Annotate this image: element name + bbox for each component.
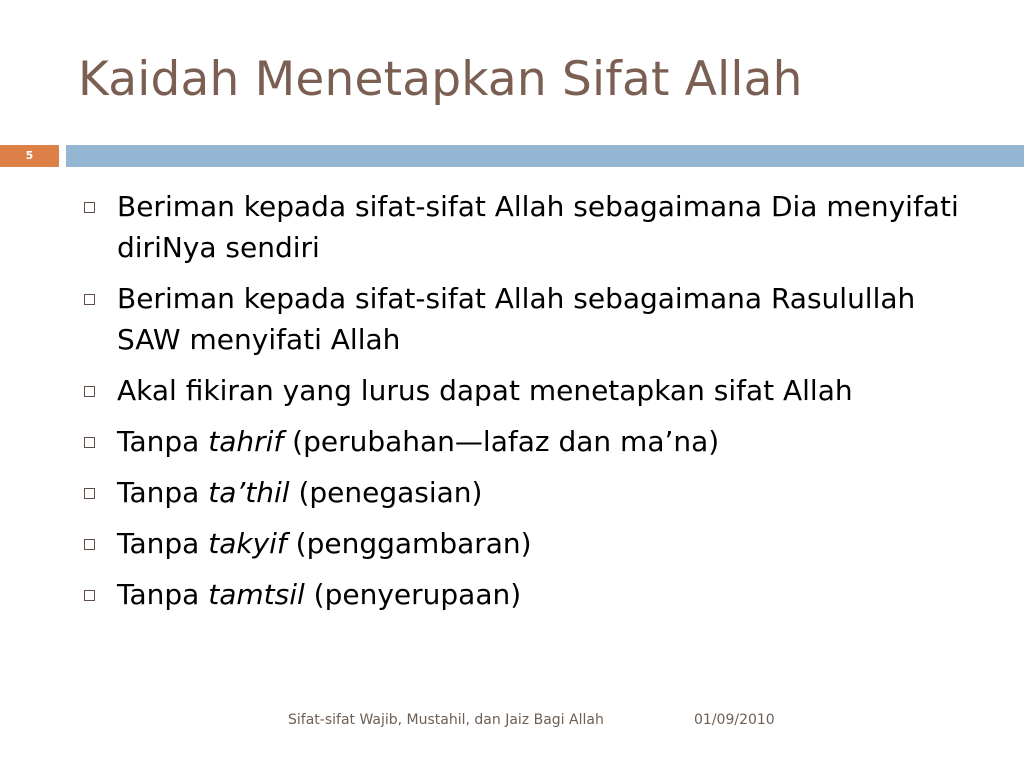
bullet-item — [80, 278, 970, 360]
footer-title: Sifat-sifat Wajib, Mustahil, dan Jaiz Bagi Allah — [288, 712, 604, 728]
bullet-italic-term: tamtsil — [208, 578, 305, 611]
bullet-item — [80, 523, 970, 564]
bullet-prefix: Tanpa — [117, 578, 209, 611]
square-bullet-icon — [84, 294, 95, 305]
bullet-item — [80, 574, 970, 615]
bullet-text: Beriman kepada sifat-sifat Allah sebagaimana Rasulullah SAW menyifati Allah — [117, 282, 916, 356]
slide-number: 5 — [25, 149, 34, 162]
bullet-text: Akal fikiran yang lurus dapat menetapkan sifat Allah — [117, 374, 853, 407]
bullet-item — [80, 370, 970, 411]
slide-number-badge — [0, 145, 59, 167]
square-bullet-icon — [84, 590, 95, 601]
bullet-suffix: (perubahan—lafaz dan ma’na) — [283, 425, 720, 458]
square-bullet-icon — [84, 386, 95, 397]
bullet-italic-term: tahrif — [208, 425, 284, 458]
footer-date: 01/09/2010 — [694, 712, 775, 728]
bullet-item — [80, 186, 970, 268]
square-bullet-icon — [84, 202, 95, 213]
slide-title: Kaidah Menetapkan Sifat Allah — [78, 52, 803, 107]
bullet-italic-term: ta’thil — [208, 476, 290, 509]
bullet-item — [80, 472, 970, 513]
bullet-italic-term: takyif — [208, 527, 287, 560]
square-bullet-icon — [84, 539, 95, 550]
bullet-suffix: (penggambaran) — [286, 527, 532, 560]
header-accent-bar — [66, 145, 1024, 167]
bullet-text: Beriman kepada sifat-sifat Allah sebagaimana Dia menyifati diriNya sendiri — [117, 190, 959, 264]
square-bullet-icon — [84, 437, 95, 448]
bullet-suffix: (penegasian) — [289, 476, 483, 509]
bullet-suffix: (penyerupaan) — [304, 578, 522, 611]
bullet-item — [80, 421, 970, 462]
bullet-prefix: Tanpa — [117, 527, 209, 560]
square-bullet-icon — [84, 488, 95, 499]
bullet-prefix: Tanpa — [117, 476, 209, 509]
bullet-prefix: Tanpa — [117, 425, 209, 458]
bullet-list — [80, 186, 970, 625]
